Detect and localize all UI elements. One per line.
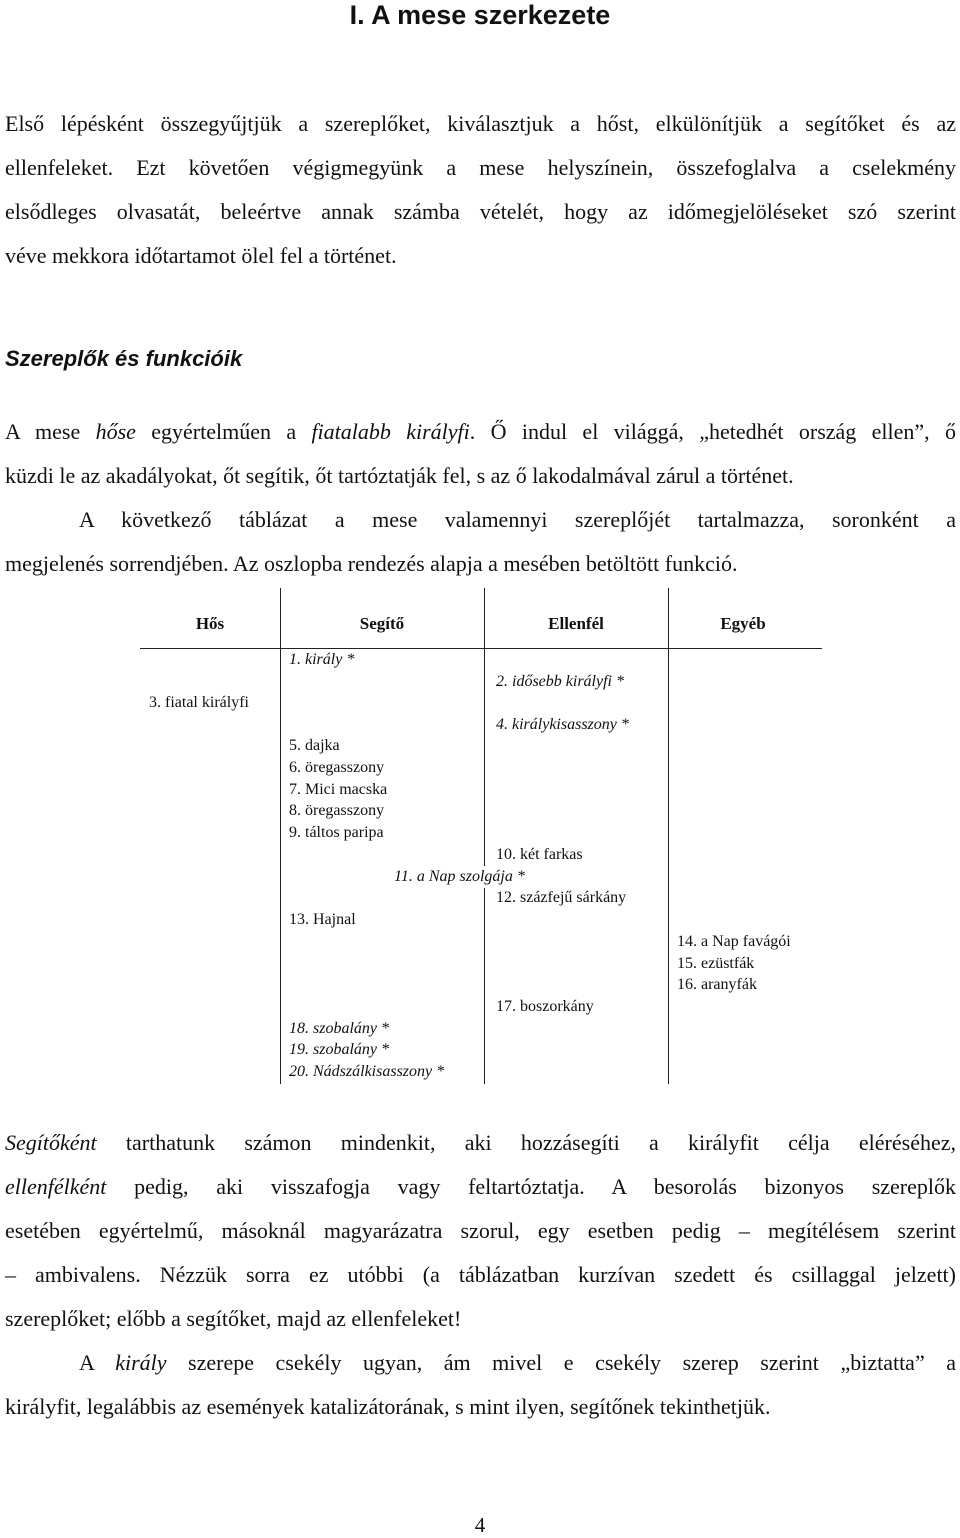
column-divider (484, 588, 485, 1084)
table-cell: 18. szobalány * (289, 1020, 389, 1037)
roles-paragraph (5, 1121, 956, 1429)
table-cell: 1. király * (289, 651, 355, 668)
intro-paragraph (5, 102, 956, 278)
column-divider (668, 588, 669, 1084)
text-line: elsődleges olvasatát, beleértve annak számba vételét, hogy az időmegjelöléseket szó szerint (5, 199, 956, 224)
table-cell: 14. a Nap favágói (677, 933, 791, 950)
table-cell: 15. ezüstfák (677, 955, 755, 972)
table-cell-spanning: 11. a Nap szolgája * (394, 866, 525, 888)
text-line: esetében egyértelmű, másoknál magyarázatra szorul, egy esetben pedig – megítélésem szerint (5, 1218, 956, 1243)
text-line: – ambivalens. Nézzük sorra ez utóbbi (a táblázatban kurzívan szedett és csillaggal jelzett) (5, 1262, 956, 1287)
text-line: A mese hőse egyértelműen a fiatalabb királyfi. Ő indul el világgá, „hetedhét ország ellen”, ő (5, 419, 956, 444)
table-cell: 8. öregasszony (289, 802, 385, 819)
emphasis: ellenfélként (5, 1174, 107, 1199)
text-line: Első lépésként összegyűjtjük a szereplőket, kiválasztjuk a hőst, elkülönítjük a segítőket és az (5, 111, 956, 136)
header-rule (140, 648, 822, 649)
table-cell: 17. boszorkány (496, 998, 594, 1015)
section-title: Szereplők és funkcióik (5, 346, 243, 371)
table-cell: 3. fiatal királyfi (149, 694, 249, 711)
text-line: ellenfélként pedig, aki visszafogja vagy feltartóztatja. A besorolás bizonyos szereplők (5, 1174, 956, 1199)
text-line: ellenfeleket. Ezt követően végigmegyünk a mese helyszínein, összefoglalva a cselekmény (5, 155, 956, 180)
column-divider (280, 588, 281, 1084)
column-header-segito: Segítő (359, 614, 405, 633)
table-cell: 12. százfejű sárkány (496, 889, 627, 906)
text-line: Segítőként tarthatunk számon mindenkit, aki hozzásegíti a királyfit célja eléréséhez, (5, 1130, 956, 1155)
table-cell: 7. Mici macska (289, 781, 388, 798)
text-line: szereplőket; előbb a segítőket, majd az ellenfeleket! (5, 1306, 462, 1331)
table-cell: 19. szobalány * (289, 1041, 389, 1058)
page-title: I. A mese szerkezete (349, 0, 611, 30)
table-cell: 5. dajka (289, 737, 340, 754)
text-line: megjelenés sorrendjében. Az oszlopba rendezés alapja a mesében betöltött funkció. (5, 551, 738, 576)
text-line: királyfit, legalábbis az események katalizátorának, s mint ilyen, segítőnek tekinthetjük. (5, 1394, 771, 1419)
table-cell: 20. Nádszálkisasszony * (289, 1063, 445, 1080)
text-line: véve mekkora időtartamot ölel fel a történet. (5, 243, 397, 268)
text-line: A következő táblázat a mese valamennyi szereplőjét tartalmazza, soronként a (79, 507, 956, 532)
table-cell: 2. idősebb királyfi * (496, 673, 624, 690)
emphasis: fiatalabb királyfi (311, 419, 470, 444)
column-header-hos: Hős (195, 614, 225, 633)
characters-paragraph (5, 410, 956, 586)
table-cell: 10. két farkas (496, 846, 583, 863)
table-cell: 4. királykisasszony * (496, 716, 629, 733)
table-cell: 9. táltos paripa (289, 824, 384, 841)
column-header-ellenfel: Ellenfél (548, 614, 604, 633)
emphasis: Segítőként (5, 1130, 97, 1155)
emphasis: hőse (95, 419, 136, 444)
column-header-egyeb: Egyéb (720, 614, 766, 633)
table-cell: 16. aranyfák (677, 976, 757, 993)
table-cell: 13. Hajnal (289, 911, 356, 928)
page-number: 4 (474, 1513, 486, 1537)
emphasis: király (115, 1350, 167, 1375)
table-cell: 6. öregasszony (289, 759, 385, 776)
text-line: A király szerepe csekély ugyan, ám mivel e csekély szerep szerint „biztatta” a (79, 1350, 956, 1375)
text-line: küzdi le az akadályokat, őt segítik, őt tartóztatják fel, s az ő lakodalmával zárul a történet. (5, 463, 794, 488)
